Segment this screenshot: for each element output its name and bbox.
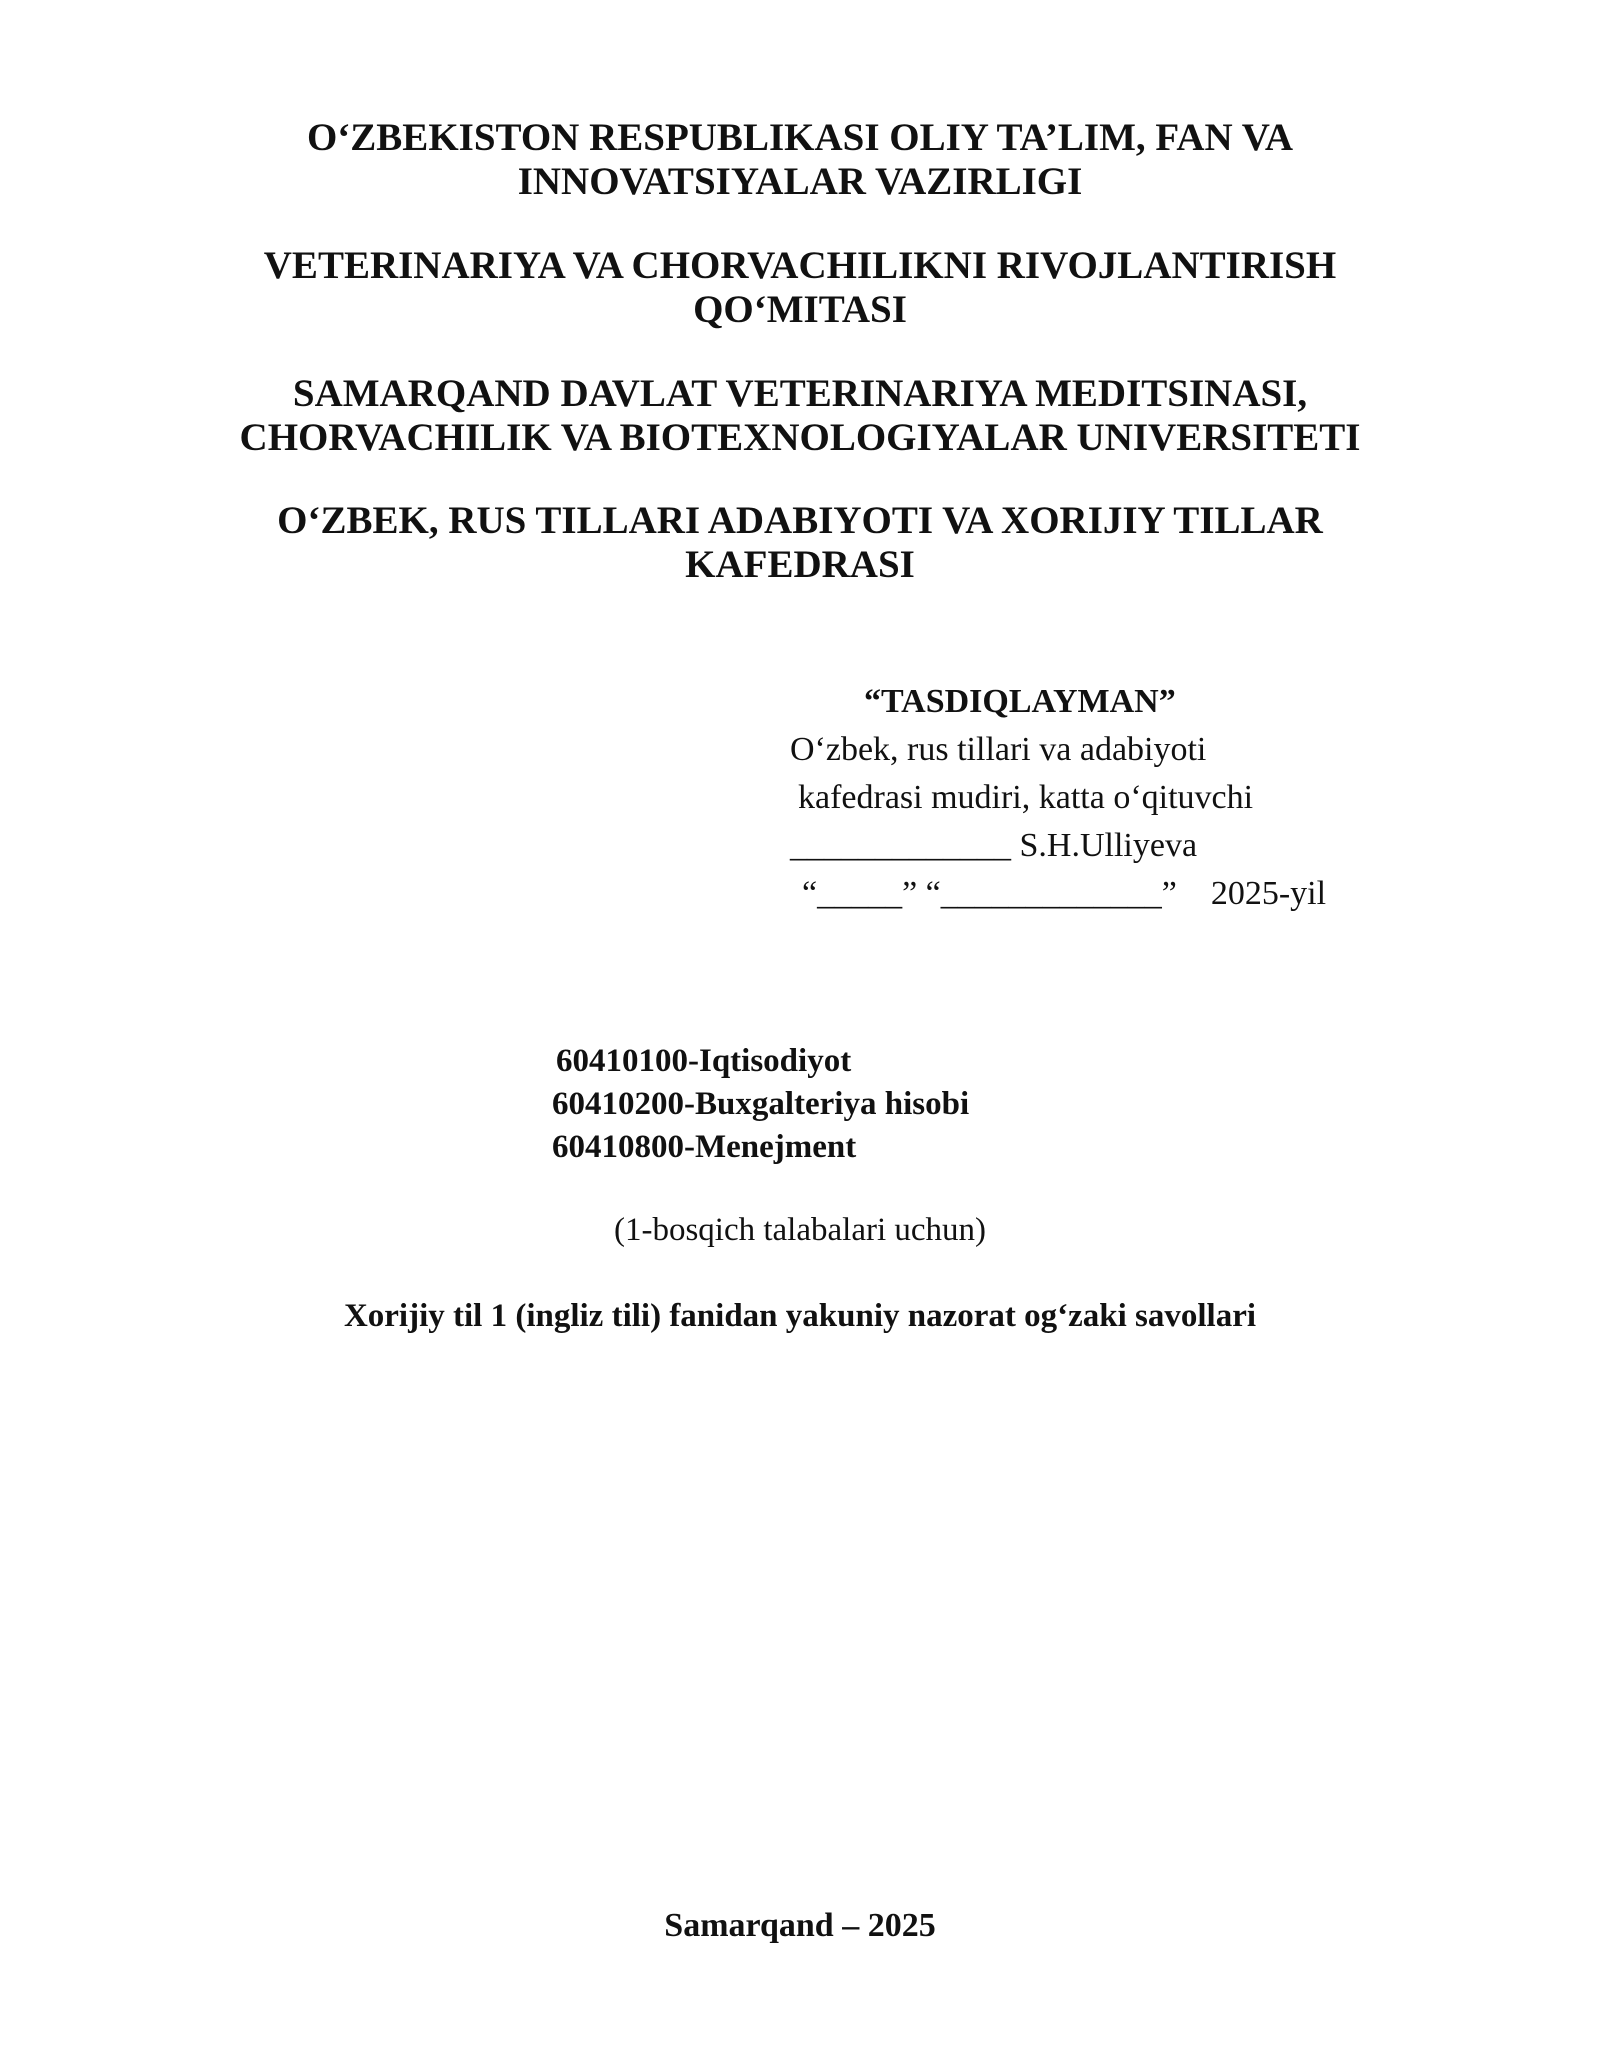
department-line-2: KAFEDRASI [685, 543, 915, 586]
specialty-item: 60410100-Iqtisodiyot [556, 1043, 852, 1079]
course-note: (1-bosqich talabalari uchun) [613, 1212, 987, 1248]
university-line-1: SAMARQAND DAVLAT VETERINARIYA MEDITSINASI, [292, 372, 1308, 415]
ministry-heading [150, 116, 1450, 204]
footer-place-year: Samarqand – 2025 [664, 1907, 936, 1944]
signature-line: _____________ S.H.Ulliyeva [790, 827, 1198, 864]
subject-title: Xorijiy til 1 (ingliz tili) fanidan yakuniy nazorat og‘zaki savollari [343, 1298, 1257, 1334]
approval-date-line: “_____” “_____________” 2025-yil [802, 875, 1327, 912]
department-line-1: O‘ZBEK, RUS TILLARI ADABIYOTI VA XORIJIY TILLAR [277, 499, 1323, 542]
approval-position-line-1: O‘zbek, rus tillari va adabiyoti [790, 731, 1207, 768]
approval-position-line-2: kafedrasi mudiri, katta o‘qituvchi [798, 779, 1254, 816]
approval-title: “TASDIQLAYMAN” [864, 683, 1176, 720]
department-heading [150, 499, 1450, 587]
university-heading [150, 372, 1450, 460]
specialty-item: 60410800-Menejment [552, 1129, 857, 1165]
specialty-list [552, 1040, 969, 1169]
ministry-line-1: O‘ZBEKISTON RESPUBLIKASI OLIY TA’LIM, FAN VA [306, 116, 1294, 159]
specialty-item: 60410200-Buxgalteriya hisobi [552, 1086, 970, 1122]
university-line-2: CHORVACHILIK VA BIOTEXNOLOGIYALAR UNIVERSITETI [239, 416, 1361, 459]
approval-block [790, 678, 1410, 918]
committee-line-2: QO‘MITASI [693, 288, 907, 331]
committee-heading [150, 244, 1450, 332]
ministry-line-2: INNOVATSIYALAR VAZIRLIGI [517, 160, 1083, 203]
committee-line-1: VETERINARIYA VA CHORVACHILIKNI RIVOJLANTIRISH [263, 244, 1337, 287]
